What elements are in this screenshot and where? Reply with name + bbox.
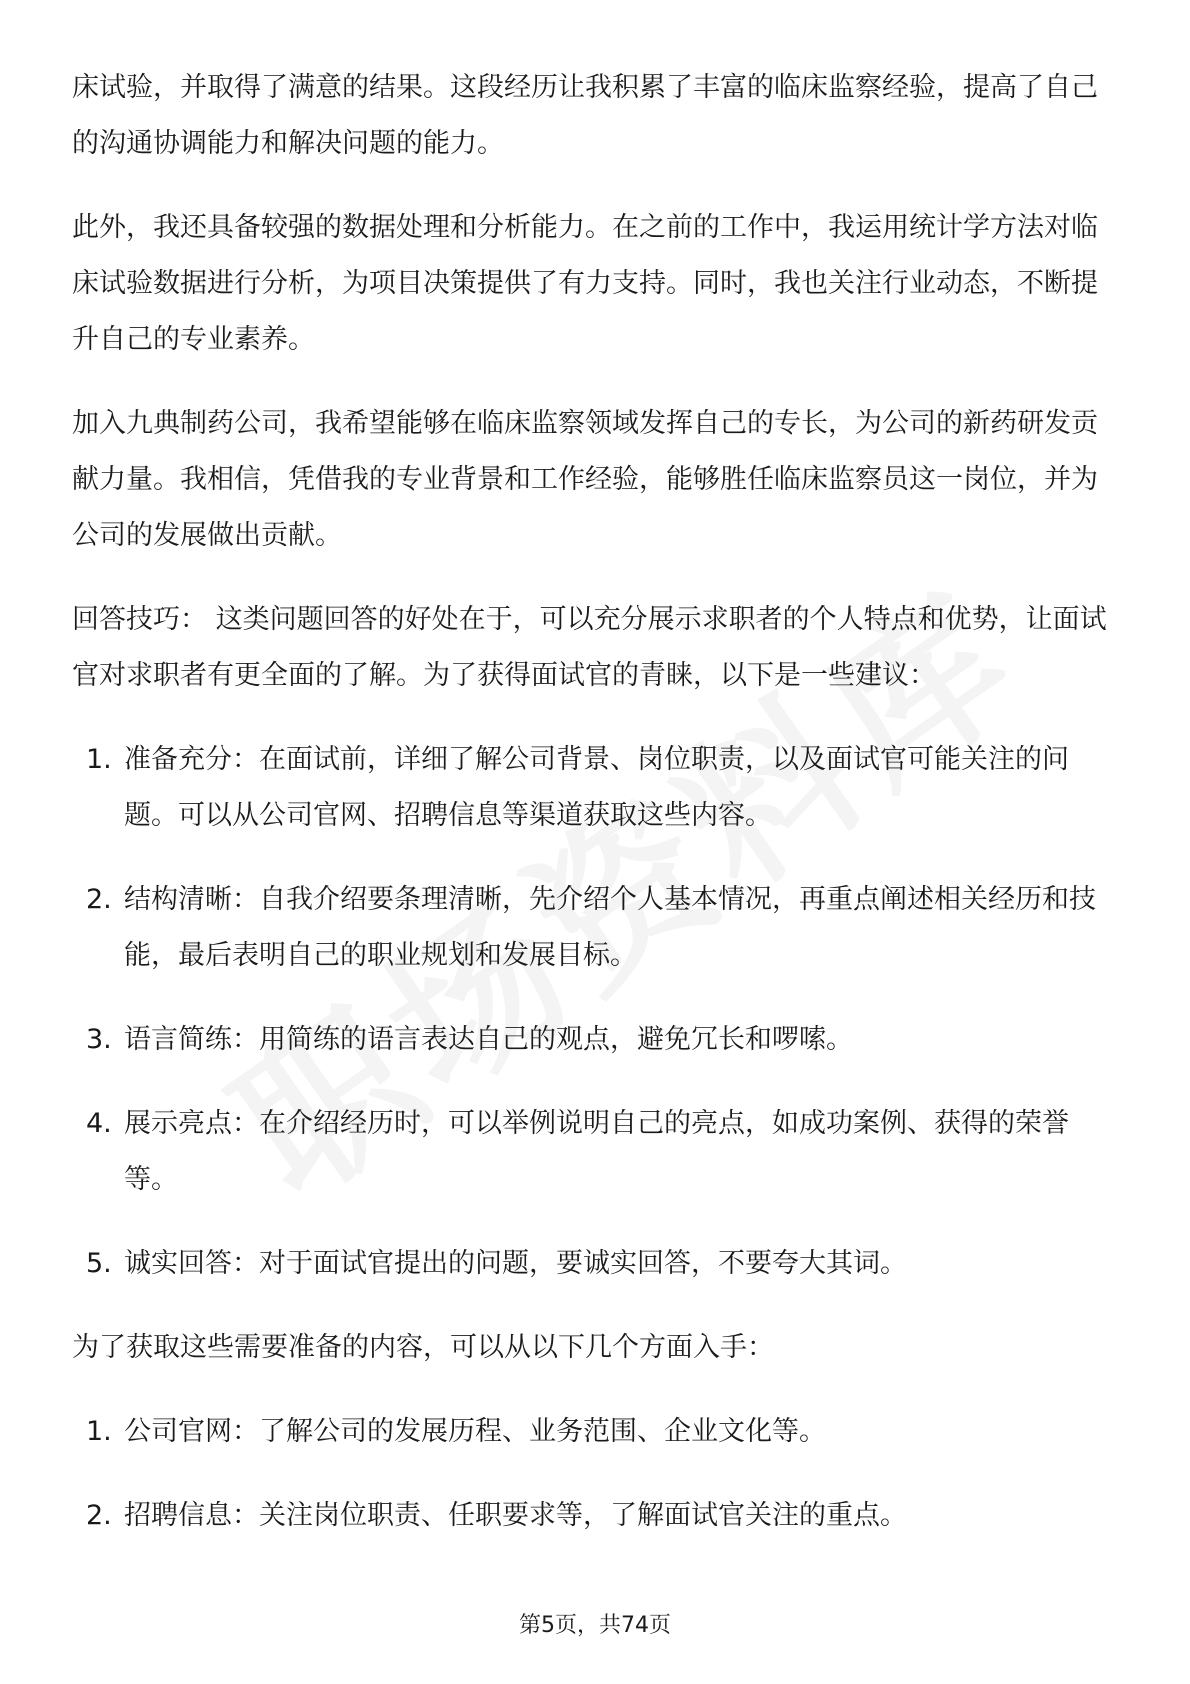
list-text: 展示亮点：在介绍经历时，可以举例说明自己的亮点，如成功案例、获得的荣誉等。: [124, 1108, 1069, 1195]
list-text: 招聘信息：关注岗位职责、任职要求等，了解面试官关注的重点。: [124, 1500, 907, 1531]
answer-tips-paragraph: 回答技巧： 这类问题回答的好处在于，可以充分展示求职者的个人特点和优势，让面试官对求职者有更全面的了解。为了获得面试官的青睐，以下是一些建议：: [72, 604, 1107, 691]
list-number: 5.: [86, 1248, 112, 1279]
paragraph: 为了获取这些需要准备的内容，可以从以下几个方面入手：: [72, 1332, 774, 1363]
page-footer: 第5页，共74页: [519, 1613, 671, 1638]
list-number: 1.: [86, 744, 112, 775]
list-item: [72, 732, 1122, 844]
list-text: 语言简练：用简练的语言表达自己的观点，避免冗长和啰嗦。: [124, 1024, 853, 1055]
list-item: [72, 872, 1122, 984]
tips-list: [72, 732, 1122, 1292]
list-number: 3.: [86, 1024, 112, 1055]
paragraph: 此外，我还具备较强的数据处理和分析能力。在之前的工作中，我运用统计学方法对临床试验数据进行分析，为项目决策提供了有力支持。同时，我也关注行业动态，不断提升自己的专业素养。: [72, 212, 1098, 355]
list-number: 2.: [86, 1500, 112, 1531]
sources-list: [72, 1404, 1122, 1544]
list-text: 准备充分：在面试前，详细了解公司背景、岗位职责，以及面试官可能关注的问题。可以从公司官网、招聘信息等渠道获取这些内容。: [124, 744, 1069, 831]
list-item: [72, 1404, 1122, 1460]
paragraph: 加入九典制药公司，我希望能够在临床监察领域发挥自己的专长，为公司的新药研发贡献力量。我相信，凭借我的专业背景和工作经验，能够胜任临床监察员这一岗位，并为公司的发展做出贡献。: [72, 408, 1098, 551]
list-item: [72, 1012, 1122, 1068]
list-item: [72, 1096, 1122, 1208]
paragraph: 床试验，并取得了满意的结果。这段经历让我积累了丰富的临床监察经验，提高了自己的沟通协调能力和解决问题的能力。: [72, 72, 1098, 159]
list-text: 结构清晰：自我介绍要条理清晰，先介绍个人基本情况，再重点阐述相关经历和技能，最后表明自己的职业规划和发展目标。: [124, 884, 1096, 971]
list-number: 2.: [86, 884, 112, 915]
list-number: 4.: [86, 1108, 112, 1139]
page-content: [72, 60, 1122, 1572]
list-item: [72, 1236, 1122, 1292]
list-text: 公司官网：了解公司的发展历程、业务范围、企业文化等。: [124, 1416, 826, 1447]
list-number: 1.: [86, 1416, 112, 1447]
list-item: [72, 1488, 1122, 1544]
list-text: 诚实回答：对于面试官提出的问题，要诚实回答，不要夸大其词。: [124, 1248, 907, 1279]
